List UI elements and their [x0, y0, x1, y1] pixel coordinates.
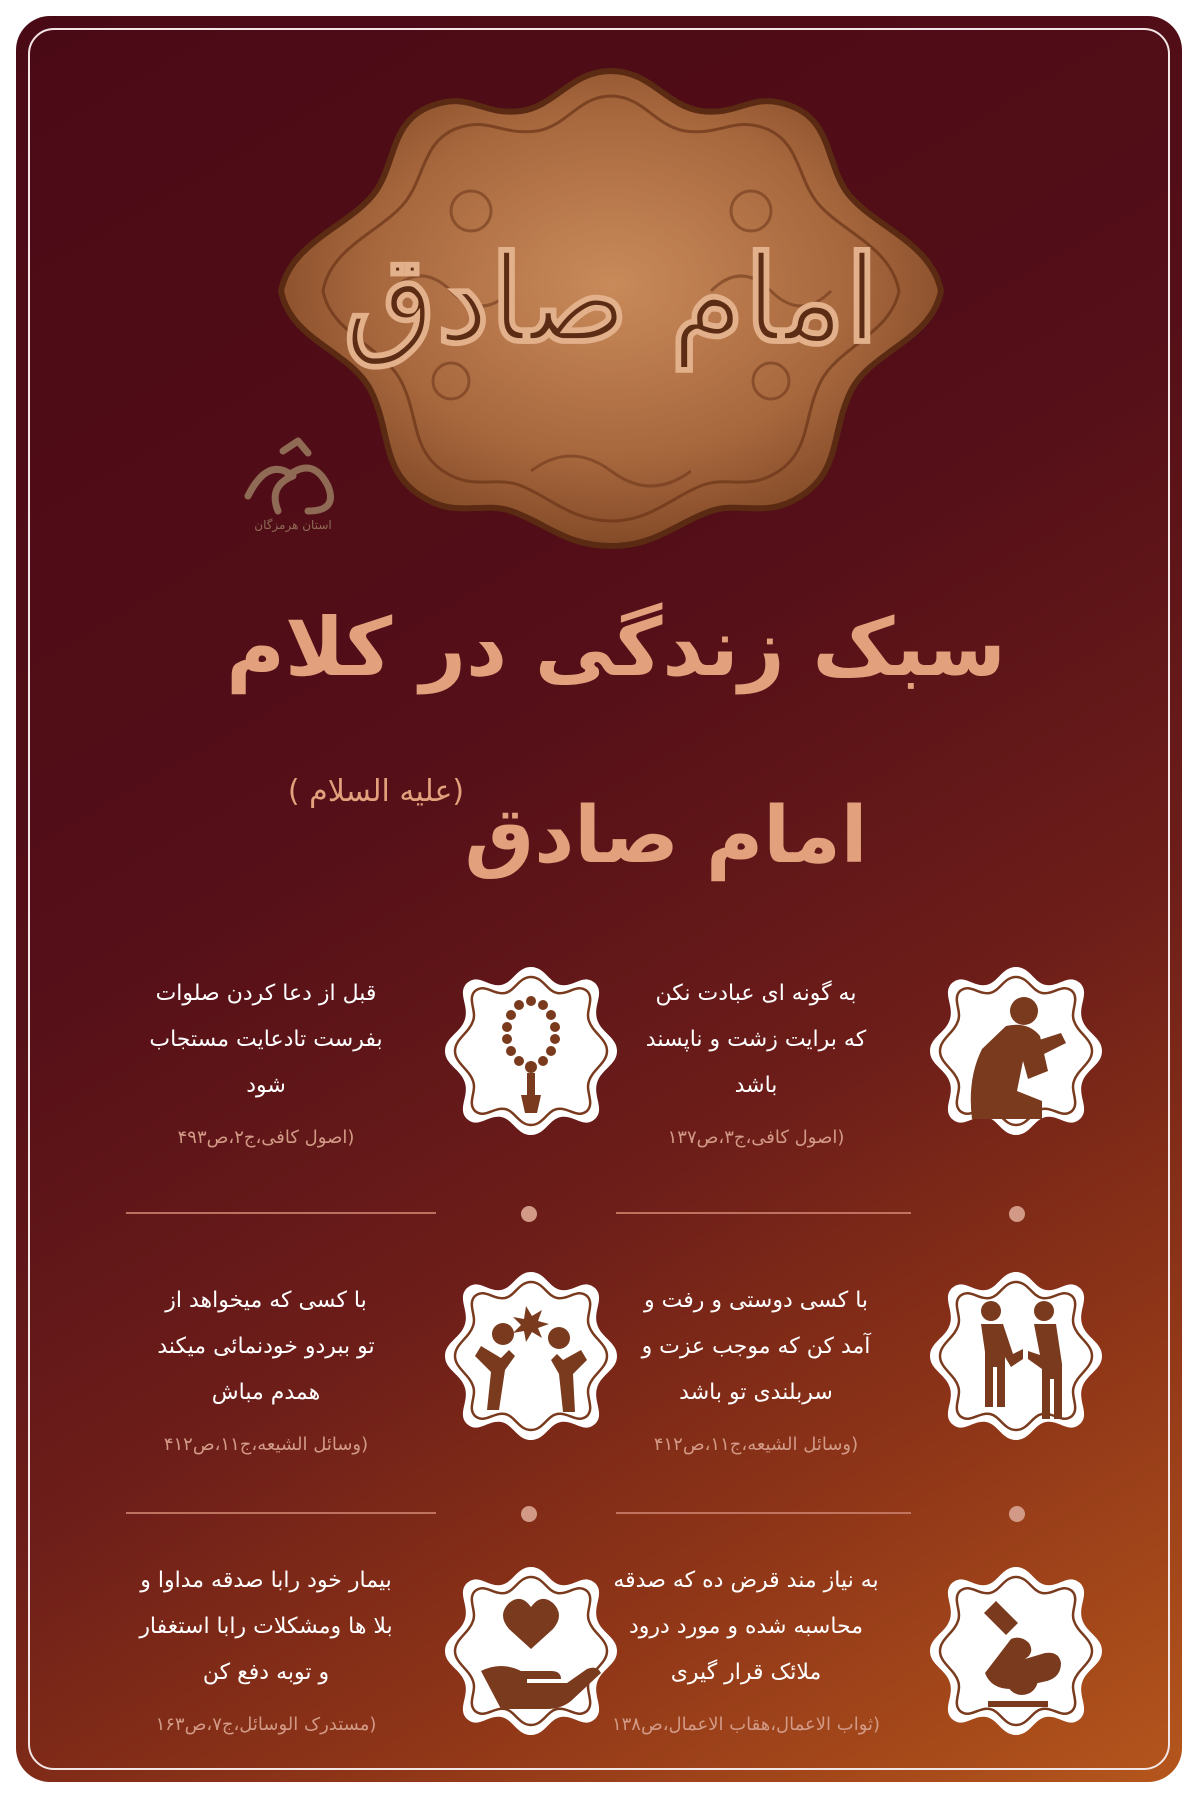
item-reference: (اصول کافی،ج۳،ص۱۳۷ — [667, 1127, 845, 1148]
svg-text:امام صادق: امام صادق — [343, 229, 879, 370]
item-reference: (اصول کافی،ج۲،ص۴۹۳ — [177, 1127, 355, 1148]
divider-dot — [1009, 1206, 1025, 1222]
logo-caption: استان هرمزگان — [254, 518, 332, 532]
divider-dot — [1009, 1506, 1025, 1522]
item-reference: (ثواب الاعمال،هقاب الاعمال،ص۱۳۸ — [611, 1714, 881, 1735]
title-honorific: (علیه السلام ) — [287, 774, 465, 809]
item-text: به گونه ای عبادت نکن که برایت زشت و ناپسند باشد — [645, 981, 867, 1098]
calligraphy-plaque — [271, 51, 951, 551]
divider — [126, 1212, 436, 1214]
title-line-2: امام صادق — [464, 791, 868, 881]
list-item — [116, 1558, 416, 1735]
divider — [126, 1512, 436, 1514]
divider-dot — [521, 1206, 537, 1222]
list-item — [596, 1558, 896, 1735]
handshake-icon — [926, 1266, 1106, 1446]
prayer-beads-icon — [441, 961, 621, 1141]
conflict-icon — [441, 1266, 621, 1446]
list-item — [116, 1278, 416, 1455]
item-text: با کسی که میخواهد از تو ببردو خودنمائی میکند همدم مباش — [157, 1288, 375, 1405]
list-item — [116, 971, 416, 1148]
item-reference: (مستدرک الوسائل،ج۷،ص۱۶۳ — [155, 1714, 377, 1735]
divider-dot — [521, 1506, 537, 1522]
divider — [616, 1212, 911, 1214]
list-item — [606, 1278, 906, 1455]
heart-hand-icon — [441, 1561, 621, 1741]
item-text: با کسی دوستی و رفت و آمد کن که موجب عزت و سربلندی تو باشد — [641, 1288, 871, 1405]
item-text: به نیاز مند قرض ده که صدقه محاسبه شده و مورد درود ملائک قرار گیری — [613, 1568, 879, 1685]
divider — [616, 1512, 911, 1514]
charity-icon — [926, 1561, 1106, 1741]
item-text: بیمار خود رابا صدقه مداوا و بلا ها ومشکلات رابا استغفار و توبه دفع کن — [139, 1568, 393, 1685]
logo-icon — [228, 426, 358, 556]
title-line-1: سبک زندگی در کلام — [226, 601, 1006, 694]
poster — [16, 16, 1182, 1782]
item-text: قبل از دعا کردن صلوات بفرست تادعایت مستجاب شود — [149, 981, 383, 1098]
praying-person-icon — [926, 961, 1106, 1141]
list-item — [606, 971, 906, 1148]
item-reference: (وسائل الشیعه،ج۱۱،ص۴۱۲ — [163, 1434, 369, 1455]
item-reference: (وسائل الشیعه،ج۱۱،ص۴۱۲ — [653, 1434, 859, 1455]
